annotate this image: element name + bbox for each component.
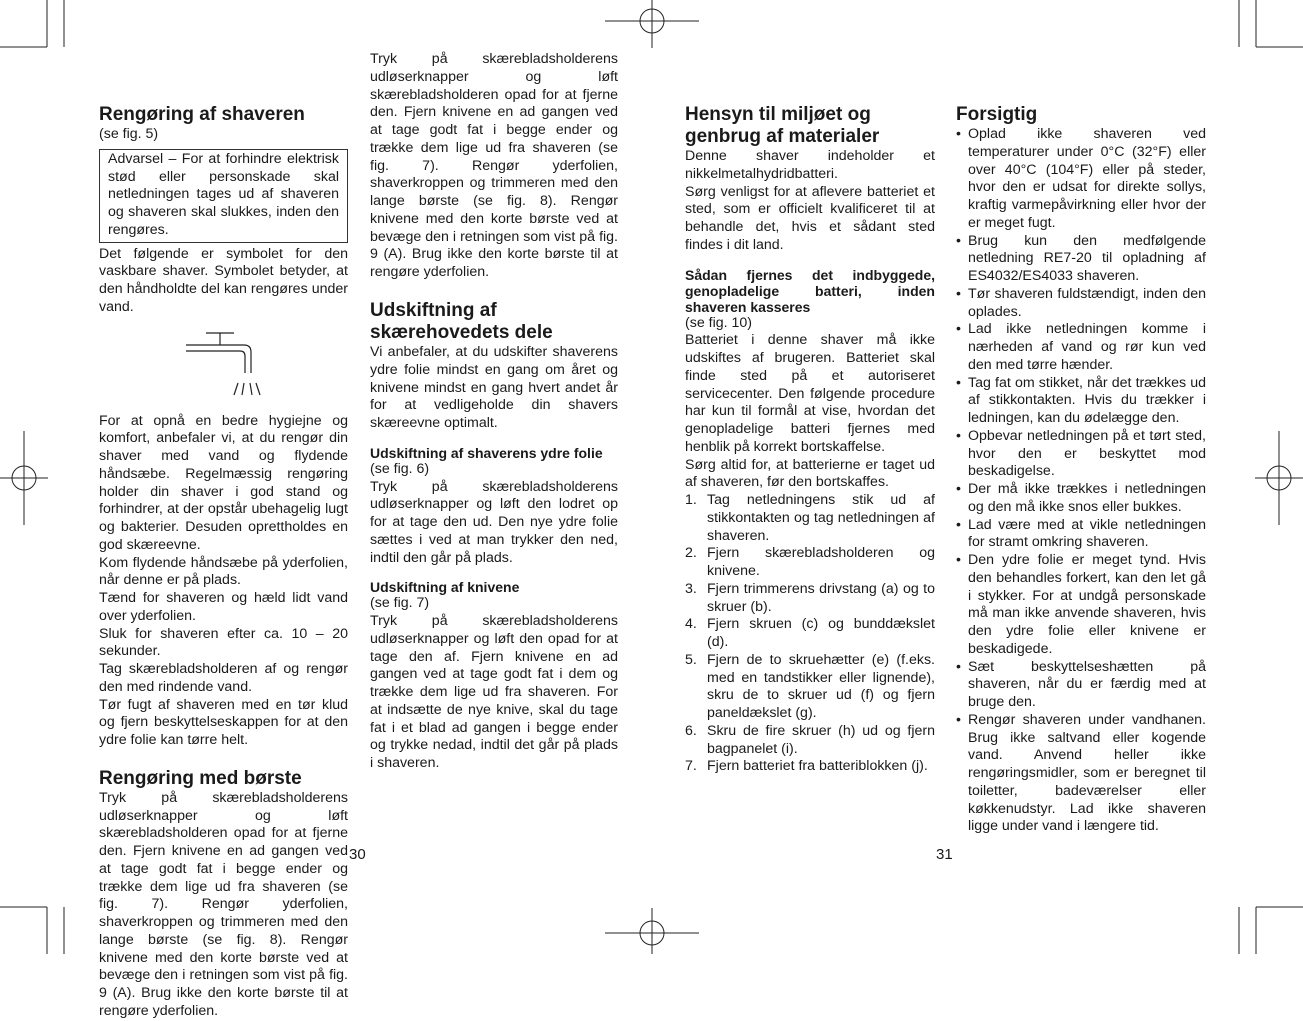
list-item: 7. Fjern batteriet fra batteriblokken (j). — [685, 758, 928, 775]
warning-box: Advarsel – For at forhindre elektrisk stød eller personskade skal netledningen tages ud af shaveren og shaveren skal slukkes, inden den rengøres. — [99, 149, 348, 243]
list-item: • Der må ikke trækkes i netledningen og den må ikke snos eller bukkes. — [956, 481, 1206, 515]
paragraph-dry: Tør fugt af shaveren med en tør klud og fjern beskyttelseskappen for at den ydre folie kan tørre helt. — [99, 696, 348, 748]
paragraph-hygiene: For at opnå en bedre hygiejne og komfort, anbefaler vi, at du rengør din shaver med vand og flydende håndsæbe. Regelmæssig rengøring holder din shaver i god stand og forhindrer, at der opstår ubehagelig lugt og bakterier. Desuden oprettholdes en god skæreevne. — [99, 412, 348, 553]
paragraph-remove-2: Sørg altid for, at batterierne er taget ud af shaveren, før den bortskaffes. — [685, 456, 935, 491]
paragraph-outer-foil: Tryk på skærebladsholderens udløserknapper og løft den lodret op for at tage den ud. Den nye ydre folie sættes i ved at man trykker den ned, indtil den går på plads. — [370, 478, 618, 566]
list-item: • Den ydre folie er meget tynd. Hvis den behandles forkert, kan den let gå i stykker. For at undgå personskade må man ikke anvende shaveren, hvis den ydre folie eller knivene er beskadigede. — [956, 552, 1206, 657]
registration-mark-right-icon — [1253, 431, 1303, 525]
paragraph-switch-off: Sluk for shaveren efter ca. 10 – 20 sekunder. — [99, 625, 348, 660]
page-number-right: 31 — [936, 846, 953, 863]
registration-mark-left-icon — [0, 431, 50, 525]
list-item: • Tør shaveren fuldstændigt, inden den oplades. — [956, 285, 1206, 320]
paragraph-holder: Tag skærebladsholderen af og rengør den med rindende vand. — [99, 661, 348, 695]
list-item: • Opbevar netledningen på et tørt sted, hvor den er beskyttet mod beskadigelse. — [956, 427, 1206, 480]
heading-environment: Hensyn til miljøet og genbrug af materialer — [685, 104, 880, 147]
list-item: 3. Fjern trimmerens drivstang (a) og to skruer (b). — [685, 580, 935, 615]
heading-brush: Rengøring med børste — [99, 767, 302, 789]
fig-ref-10: (se fig. 10) — [685, 314, 753, 331]
paragraph-water: Tænd for shaveren og hæld lidt vand over yderfolien. — [99, 590, 348, 624]
paragraph-symbol: Det følgende er symbolet for den vaskbare shaver. Symbolet betyder, at den håndholdte del kan rengøres under vand. — [99, 245, 348, 315]
heading-caution: Forsigtig — [956, 104, 1038, 125]
list-item: • Sæt beskyttelseshætten på shaveren, når du er færdig med at bruge den. — [956, 658, 1206, 710]
paragraph-blades: Tryk på skærebladsholderens udløserknapper og løft den opad for at tage den af. Fjern knivene en ad gangen ved at tage godt fat i dem og trække dem lige ud fra shaveren. For at indsætte de nye knive, skal du tage fat i et blad ad gangen i begge ender og trykke nedad, indtil det går på plads i shaveren. — [370, 613, 618, 771]
list-item: • Rengør shaveren under vandhanen. Brug ikke saltvand eller kogende vand. Anvend heller ikke rengøringsmidler, som er beregnet til toiletter, badeværelser eller køkkenudstyr. Lad ikke shaveren ligge under vand i længere tid. — [956, 711, 1206, 835]
paragraph-soap: Kom flydende håndsæbe på yderfolien, når denne er på plads. — [99, 554, 348, 589]
list-item: 1. Tag netledningens stik ud af stikkontakten og tag netledningen af shaveren. — [685, 492, 935, 544]
paragraph-replace: Vi anbefaler, at du udskifter shaverens ydre folie mindst en gang om året og knivene mindst en gang hvert andet år for at vedligeholde din shavers skæreevne optimalt. — [370, 344, 618, 431]
paragraph-remove-1: Batteriet i denne shaver må ikke udskiftes af brugeren. Batteriet skal finde sted på et autoriseret servicecenter. Den følgende procedure har kun til formål at vise, hvordan det genopladelige batteri fjernes med henblik på korrekt bortskaffelse. — [685, 332, 935, 455]
heading-remove-battery: Sådan fjernes det indbyggede, genopladelige batteri, inden shaveren kasseres — [685, 266, 935, 315]
list-item: • Tag fat om stikket, når det trækkes ud af stikkontakten. Hvis du trækker i ledningen, kan du ødelægge den. — [956, 374, 1206, 426]
heading-blades: Udskiftning af knivene — [370, 579, 520, 596]
heading-outer-foil: Udskiftning af shaverens ydre folie — [370, 444, 603, 461]
fig-ref-5: (se fig. 5) — [99, 126, 159, 142]
fig-ref-7: (se fig. 7) — [370, 595, 430, 612]
heading-cleaning: Rengøring af shaveren — [99, 104, 305, 125]
list-item: • Lad ikke netledningen komme i nærheden af vand og rør kun ved den med tørre hænder. — [956, 321, 1206, 373]
heading-replace: Udskiftning af skærehovedets dele — [370, 300, 553, 343]
paragraph-environment-2: Sørg venligst for at aflevere batteriet et sted, som er officielt kvalificeret til at behandle det, hvis et sådant sted findes i dit land. — [685, 183, 935, 253]
page-number-left: 30 — [349, 846, 366, 863]
paragraph-brush: Tryk på skærebladsholderens udløserknapper og løft skærebladsholderen opad for at fjerne den. Fjern knivene en ad gangen ved at tage godt fat i begge ender og trække dem lige ud fra shaveren (se fig. 7). Rengør yderfolien, shaverkroppen og trimmeren med den lange børste (se fig. 8). Rengør knivene med den korte børste ved at bevæge den i retningen som vist på fig. 9 (A). Brug ikke den korte børste til at rengøre yderfolien. — [99, 789, 348, 1019]
fig-ref-6: (se fig. 6) — [370, 460, 430, 477]
paragraph-brush-continued: Tryk på skærebladsholderens udløserknapper og løft skærebladsholderen opad for at fjerne den. Fjern knivene en ad gangen ved at tage godt fat i begge ender og trække dem lige ud fra shaveren (se fig. 7). Rengør yderfolien, shaverkroppen og trimmeren med den lange børste (se fig. 8). Rengør knivene med den korte børste ved at bevæge den i retningen som vist på fig. 9 (A). Brug ikke den korte børste til at rengøre yderfolien. — [370, 51, 618, 280]
registration-mark-top-icon — [605, 0, 699, 50]
list-item: 6. Skru de fire skruer (h) ud og fjern bagpanelet (i). — [685, 722, 935, 757]
list-item: • Lad være med at vikle netledningen for stramt omkring shaveren. — [956, 516, 1206, 551]
registration-mark-bottom-icon — [605, 906, 699, 954]
list-item: 2. Fjern skærebladsholderen og knivene. — [685, 545, 935, 579]
list-item: • Brug kun den medfølgende netledning RE7-20 til opladning af ES4032/ES4033 shaveren. — [956, 232, 1206, 284]
list-item: • Oplad ikke shaveren ved temperaturer under 0°C (32°F) eller over 40°C (104°F) eller på steder, hvor den er udsat for direkte sollys, kraftig varmepåvirkning eller hvor der er meget fugt. — [956, 126, 1206, 231]
list-item: 4. Fjern skruen (c) og bunddækslet (d). — [685, 616, 935, 650]
list-item: 5. Fjern de to skruehætter (e) (f.eks. med en tandstikker eller lignende), skru de to skruer ud (f) og fjern paneldækslet (g). — [685, 651, 935, 721]
paragraph-environment-1: Denne shaver indeholder et nikkelmetalhydridbatteri. — [685, 148, 935, 182]
